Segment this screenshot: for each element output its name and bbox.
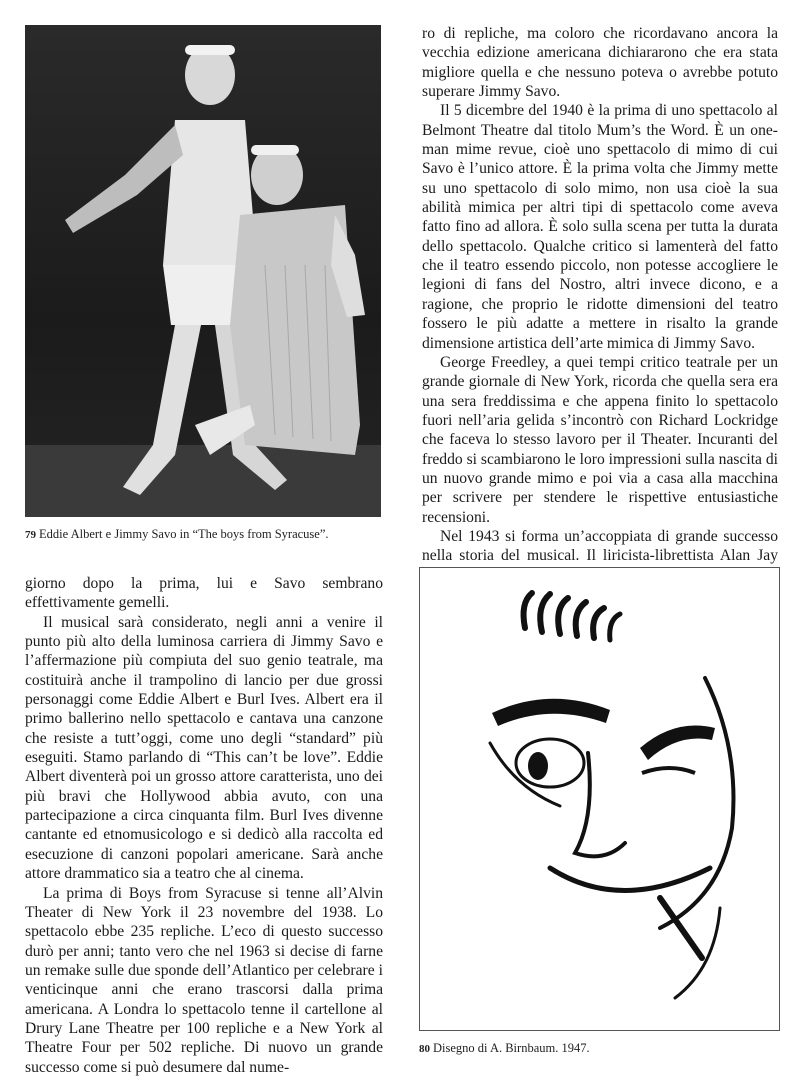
- paragraph-lerner-loewe: Nel 1943 si forma un’accoppiata di grande successo nella storia del musical. Il liricista-librettista Alan Jay: [422, 527, 778, 565]
- figure-79-number: 79: [25, 529, 36, 541]
- figure-80-caption-text: Disegno di A. Birnbaum. 1947.: [433, 1041, 590, 1055]
- photo-illustration: [25, 25, 381, 517]
- photo-eddie-albert-jimmy-savo: [25, 25, 381, 517]
- caricature-drawing: [419, 567, 780, 1031]
- paragraph-george-freedley: George Freedley, a quei tempi critico teatrale per un grande giornale di New York, ricorda che quella sera era una sera freddissima e che appena finito lo spettacolo fuori nell’aria gelida s’incontrò con Richard Lockridge che faceva lo stesso lavoro per il Theater. Incuranti del freddo si scambiarono le loro impressioni sulla nascita di un nuovo grande mimo e poi via a casa alla macchina per scrivere per stendere le rispettive entusiastiche recensioni.: [422, 353, 778, 526]
- figure-80-caption: [419, 1040, 779, 1057]
- right-column-text: [422, 24, 778, 585]
- paragraph-boys-from-syracuse: La prima di Boys from Syracuse si tenne all’Alvin Theater di New York il 23 novembre del 1938. Lo spettacolo ebbe 235 repliche. L’eco di questo successo durò per anni; tanto vero che nel 1963 si decise di farne un remake sulle due sponde dell’Atlantico per celebrare i venticinque anni che erano trascorsi dalla prima americana. A Londra lo spettacolo tenne il cartellone al Drury Lane Theatre per 100 repliche e a New York al Theatre Four per 502 repliche. Di nuovo un grande successo come si può desumere dal nume-: [25, 884, 383, 1076]
- figure-79-caption-text: Eddie Albert e Jimmy Savo in “The boys from Syracuse”.: [39, 527, 329, 541]
- figure-79-caption: [25, 526, 385, 543]
- paragraph-gemelli: giorno dopo la prima, lui e Savo sembrano effettivamente gemelli.: [25, 575, 383, 612]
- paragraph-repliche: ro di repliche, ma coloro che ricordavano ancora la vecchia edizione americana dichiararono che era stata migliore quella e che nessuno poteva o avrebbe potuto superare Jimmy Savo.: [422, 25, 778, 101]
- paragraph-mums-the-word: Il 5 dicembre del 1940 è la prima di uno spettacolo al Belmont Theatre dal titolo Mum’s the Word. È un one-man mime revue, cioè uno spettacolo di mimo di cui Savo è l’unico attore. È la prima volta che Jimmy mette su uno spettacolo di solo mimo, non usa cioè la sua abilità mimica per altri tipi di spettacolo come aveva fatto fino ad allora. È solo sulla scena per tutta la durata dello spettacolo. Qualche critico si lamenterà del fatto che il teatro essendo piccolo, non potesse accogliere le legioni di fans del Nostro, altri invece dicono, e a ragione, che proprio le ridotte dimensioni del teatro fossero le più adatte a mettere in risalto la grande dimensione artistica dell’arte mimica di Jimmy Savo.: [422, 102, 778, 352]
- figure-80-number: 80: [419, 1043, 430, 1055]
- left-column-text: [25, 574, 383, 1077]
- paragraph-musical-carriera: Il musical sarà considerato, negli anni a venire il punto più alto della luminosa carriera di Jimmy Savo e l’affermazione più compiuta del suo genio teatrale, ma costituirà anche il trampolino di lancio per due grossi personaggi come Eddie Albert e Burl Ives. Albert era il primo ballerino nello spettacolo e cantava una canzone che resiste a tutt’oggi, come uno degli “standard” più eseguiti. Stamo parlando di “This can’t be love”. Eddie Albert diventerà poi un grosso attore caratterista, uno dei più bravi che Hollywood abbia avuto, con una partecipazione a circa cinquanta film. Burl Ives divenne cantante ed etnomusicologo e si dedicò alla raccolta ed esecuzione di canzoni popolari americane. Sarà anche attore drammatico sia a teatro che al cinema.: [25, 613, 383, 883]
- caricature-illustration: [420, 568, 778, 1029]
